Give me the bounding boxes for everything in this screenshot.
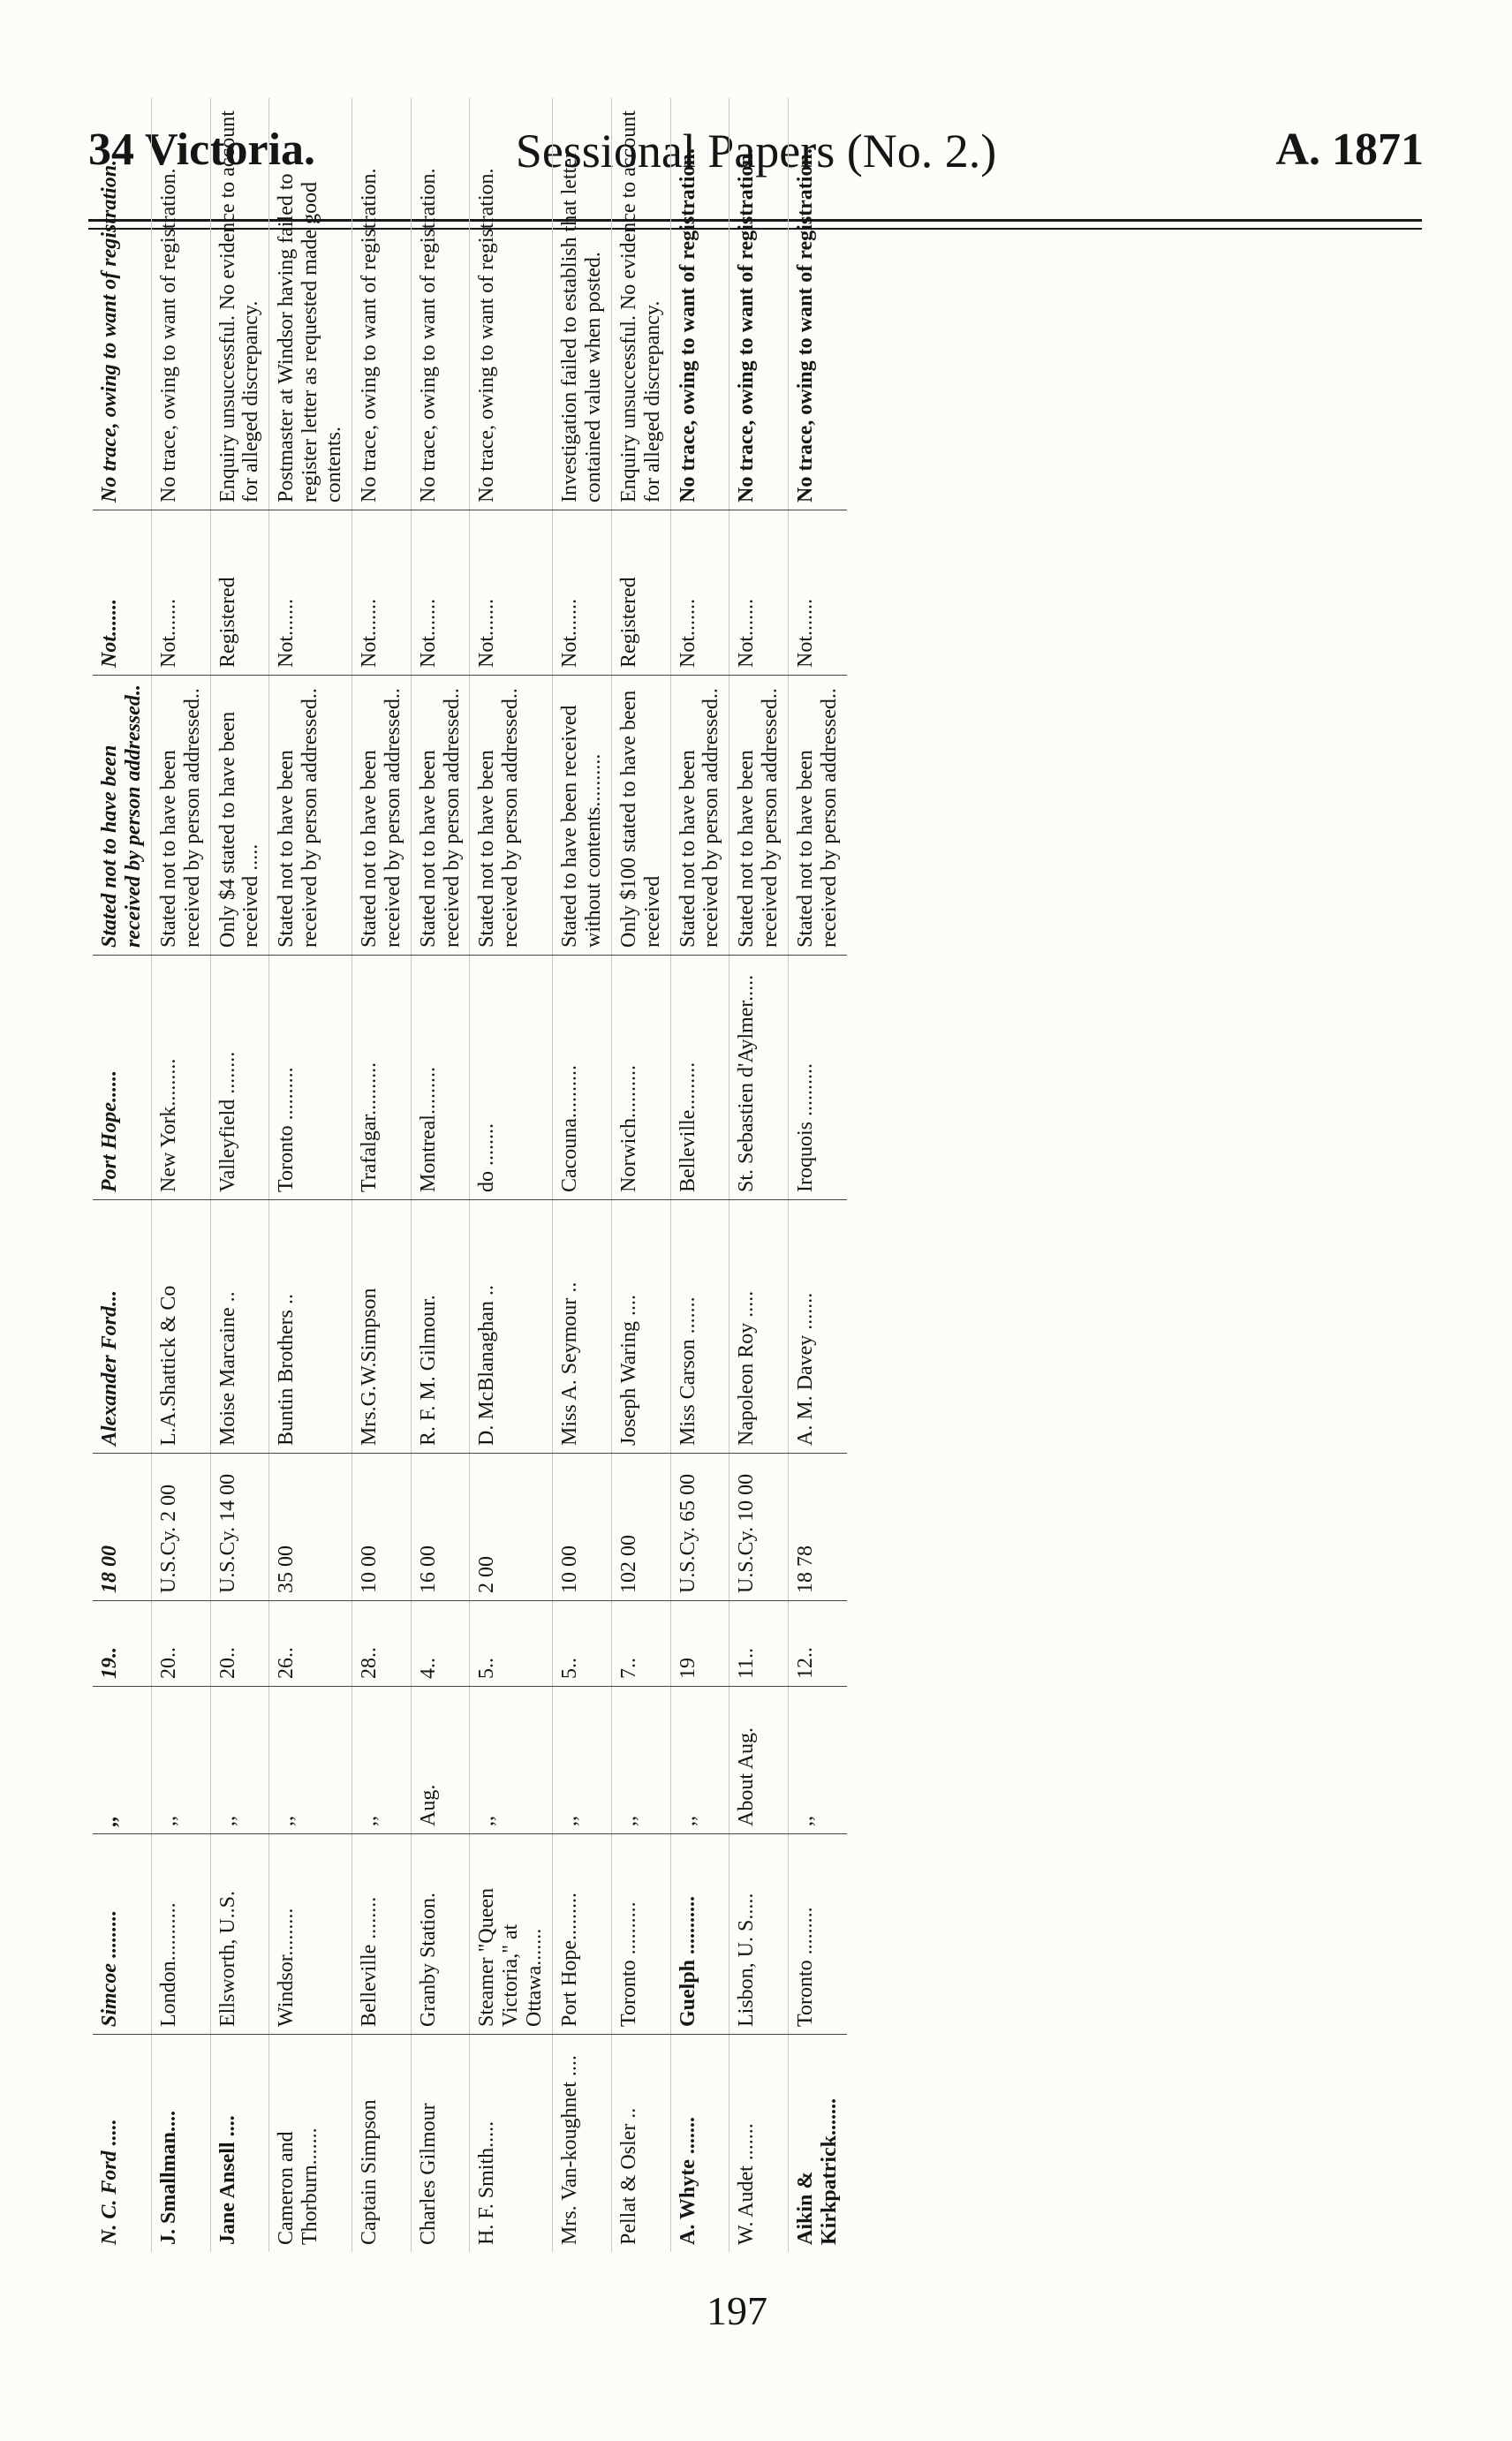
cell-posted-at: Windsor.........	[269, 1834, 352, 2035]
cell-statement: Stated not to have been received by person addressed..	[411, 676, 470, 956]
registered-letters-table	[93, 98, 847, 2252]
cell-posted-at: Steamer "Queen Victoria," at Ottawa.......	[470, 1834, 553, 2035]
cell-registered: Not.......	[553, 510, 612, 676]
cell-destination: New York.........	[151, 956, 210, 1200]
cell-sender: Mrs. Van-koughnet ....	[553, 2035, 612, 2253]
cell-statement: Stated not to have been received by person addressed..	[269, 676, 352, 956]
cell-day: 7..	[611, 1601, 670, 1687]
cell-day: 20..	[210, 1601, 269, 1687]
cell-result: No trace, owing to want of registration.	[98, 159, 121, 503]
cell-sender: A. Whyte .......	[670, 2035, 730, 2253]
cell-destination: Montreal.........	[411, 956, 470, 1200]
cell-month: ,,	[470, 1687, 553, 1834]
cell-registered: Registered	[210, 510, 269, 676]
cell-amount: 2 00	[470, 1454, 553, 1601]
cell-month: ,,	[670, 1687, 730, 1834]
cell-sender: H. F. Smith.....	[470, 2035, 553, 2253]
cell-day: 19	[670, 1601, 730, 1687]
cell-month: About Aug.	[730, 1687, 789, 1834]
cell-registered: Not.......	[352, 510, 411, 676]
cell-destination: Norwich..........	[611, 956, 670, 1200]
cell-sender: Aikin & Kirkpatrick.......	[789, 2035, 847, 2253]
cell-destination: Port Hope......	[93, 956, 151, 1200]
cell-destination: Iroquois ..........	[789, 956, 847, 1200]
cell-sender: W. Audet .......	[730, 2035, 789, 2253]
cell-registered: Not.......	[470, 510, 553, 676]
cell-amount: 102 00	[611, 1454, 670, 1601]
table-row	[470, 98, 553, 2252]
cell-month: ,,	[93, 1687, 151, 1834]
cell-registered: Not.......	[670, 510, 730, 676]
cell-posted-at: Lisbon, U. S.....	[730, 1834, 789, 2035]
cell-result: No trace, owing to want of registration.	[416, 168, 440, 503]
table-row	[269, 98, 352, 2252]
cell-amount: 18 78	[789, 1454, 847, 1601]
cell-registered: Registered	[611, 510, 670, 676]
cell-result: Investigation failed to establish that letter contained value when posted.	[558, 151, 605, 503]
cell-destination: Valleyfield ........	[210, 956, 269, 1200]
cell-amount: U.S.Cy. 10 00	[730, 1454, 789, 1601]
cell-result: No trace, owing to want of registration.	[475, 168, 499, 503]
cell-posted-at: Belleville ........	[352, 1834, 411, 2035]
cell-registered: Not.......	[269, 510, 352, 676]
cell-posted-at: Port Hope.........	[553, 1834, 612, 2035]
cell-result: Enquiry unsuccessful. No evidence to account for alleged discrepancy.	[215, 110, 263, 503]
cell-day: 5..	[553, 1601, 612, 1687]
table-row	[411, 98, 470, 2252]
cell-statement: Stated not to have been received by person addressed..	[151, 676, 210, 956]
cell-month: ,,	[352, 1687, 411, 1834]
cell-amount: 16 00	[411, 1454, 470, 1601]
cell-addressee: Miss A. Seymour ..	[553, 1200, 612, 1454]
cell-sender: Cameron and Thorburn.......	[269, 2035, 352, 2253]
cell-day: 5..	[470, 1601, 553, 1687]
cell-amount: U.S.Cy. 2 00	[151, 1454, 210, 1601]
header-year: A. 1871	[1275, 125, 1424, 175]
cell-addressee: A. M. Davey .......	[789, 1200, 847, 1454]
cell-amount: 10 00	[553, 1454, 612, 1601]
cell-amount: 35 00	[269, 1454, 352, 1601]
cell-posted-at: Ellsworth, U..S.	[210, 1834, 269, 2035]
cell-result: Postmaster at Windsor having failed to register letter as requested made good contents.	[275, 173, 345, 503]
cell-sender: Pellat & Osler ..	[611, 2035, 670, 2253]
cell-month: ,,	[611, 1687, 670, 1834]
cell-result: No trace, owing to want of registration.	[794, 148, 817, 503]
cell-posted-at: Toronto ..........	[611, 1834, 670, 2035]
cell-destination: Belleville.........	[670, 956, 730, 1200]
cell-statement: Stated not to have been received by person addressed..	[352, 676, 411, 956]
cell-month: ,,	[269, 1687, 352, 1834]
cell-sender: Jane Ansell ....	[210, 2035, 269, 2253]
table-body	[93, 98, 847, 2252]
table-row	[730, 98, 789, 2252]
cell-posted-at: Granby Station.	[411, 1834, 470, 2035]
cell-day: 19..	[93, 1601, 151, 1687]
table-row	[789, 98, 847, 2252]
cell-sender: Charles Gilmour	[411, 2035, 470, 2253]
table-row	[611, 98, 670, 2252]
cell-amount: U.S.Cy. 14 00	[210, 1454, 269, 1601]
cell-month: ,,	[210, 1687, 269, 1834]
cell-statement: Stated not to have been received by person addressed..	[670, 676, 730, 956]
page-number: 197	[707, 2288, 767, 2333]
cell-result: No trace, owing to want of registration.	[735, 148, 759, 503]
cell-statement: Stated not to have been received by person addressed..	[789, 676, 847, 956]
cell-registered: Not.......	[789, 510, 847, 676]
cell-registered: Not.......	[93, 510, 151, 676]
cell-addressee: Alexander Ford...	[93, 1200, 151, 1454]
cell-addressee: Mrs.G.W.Simpson	[352, 1200, 411, 1454]
cell-registered: Not.......	[151, 510, 210, 676]
cell-addressee: Napoleon Roy .....	[730, 1200, 789, 1454]
header-title: Sessional Papers (No. 2.)	[515, 125, 997, 178]
cell-statement: Stated not to have been received by person addressed..	[470, 676, 553, 956]
table-row	[670, 98, 730, 2252]
table-row	[151, 98, 210, 2252]
cell-addressee: D. McBlanaghan ..	[470, 1200, 553, 1454]
cell-amount: 10 00	[352, 1454, 411, 1601]
cell-destination: Toronto ..........	[269, 956, 352, 1200]
cell-day: 4..	[411, 1601, 470, 1687]
cell-addressee: Joseph Waring ....	[611, 1200, 670, 1454]
cell-amount: 18 00	[93, 1454, 151, 1601]
table-row	[352, 98, 411, 2252]
cell-statement: Stated not to have been received by person addressed..	[730, 676, 789, 956]
cell-registered: Not.......	[411, 510, 470, 676]
cell-registered: Not.......	[730, 510, 789, 676]
cell-day: 26..	[269, 1601, 352, 1687]
cell-destination: Trafalgar..........	[352, 956, 411, 1200]
cell-addressee: R. F. M. Gilmour.	[411, 1200, 470, 1454]
cell-posted-at: Guelph ...........	[670, 1834, 730, 2035]
cell-destination: do ........	[470, 956, 553, 1200]
table-row	[93, 98, 151, 2252]
cell-result: No trace, owing to want of registration.	[156, 168, 180, 503]
cell-destination: Cacouna..........	[553, 956, 612, 1200]
cell-result: No trace, owing to want of registration.	[676, 148, 699, 503]
cell-day: 28..	[352, 1601, 411, 1687]
cell-statement: Only $4 stated to have been received .....	[210, 676, 269, 956]
cell-posted-at: London...........	[151, 1834, 210, 2035]
cell-month: ,,	[553, 1687, 612, 1834]
cell-month: ,,	[789, 1687, 847, 1834]
table-row	[553, 98, 612, 2252]
table-row	[210, 98, 269, 2252]
cell-posted-at: Simcoe .........	[93, 1834, 151, 2035]
cell-destination: St. Sebastien d'Aylmer.....	[730, 956, 789, 1200]
cell-month: ,,	[151, 1687, 210, 1834]
cell-addressee: Moise Marcaine ..	[210, 1200, 269, 1454]
cell-month: Aug.	[411, 1687, 470, 1834]
cell-statement: Stated not to have been received by person addressed..	[93, 676, 151, 956]
cell-day: 11..	[730, 1601, 789, 1687]
cell-addressee: L.A.Shattick & Co	[151, 1200, 210, 1454]
cell-day: 12..	[789, 1601, 847, 1687]
cell-statement: Stated to have been received without contents..........	[553, 676, 612, 956]
header-session: 34 Victoria.	[88, 125, 316, 175]
cell-sender: N. C. Ford .....	[93, 2035, 151, 2253]
cell-posted-at: Toronto .........	[789, 1834, 847, 2035]
cell-day: 20..	[151, 1601, 210, 1687]
cell-sender: Captain Simpson	[352, 2035, 411, 2253]
cell-result: Enquiry unsuccessful. No evidence to account for alleged discrepancy.	[616, 110, 664, 503]
cell-addressee: Miss Carson .......	[670, 1200, 730, 1454]
cell-addressee: Buntin Brothers ..	[269, 1200, 352, 1454]
cell-result: No trace, owing to want of registration.	[357, 168, 381, 503]
cell-statement: Only $100 stated to have been received	[611, 676, 670, 956]
cell-amount: U.S.Cy. 65 00	[670, 1454, 730, 1601]
cell-sender: J. Smallman....	[151, 2035, 210, 2253]
